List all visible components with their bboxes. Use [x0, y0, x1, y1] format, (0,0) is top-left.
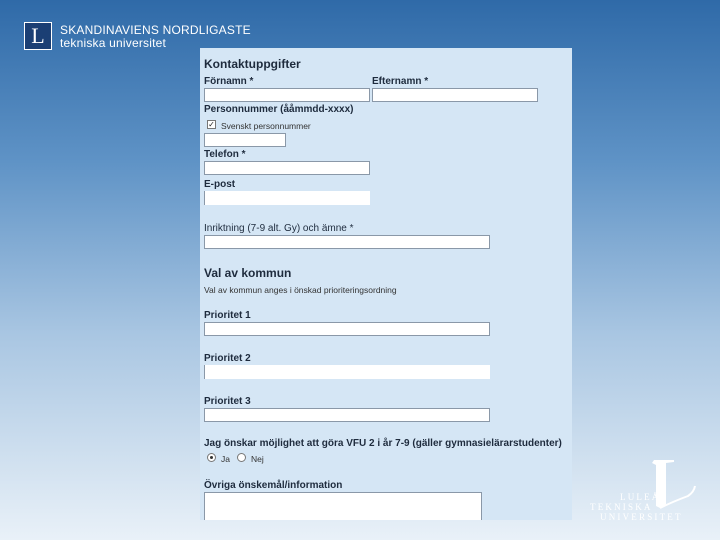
- priority-3-label: Prioritet 3: [204, 396, 251, 407]
- vfu-no-radio[interactable]: [237, 453, 246, 462]
- phone-label: Telefon *: [204, 149, 246, 160]
- brand-line-2: tekniska universitet: [60, 36, 167, 50]
- direction-label: Inriktning (7-9 alt. Gy) och ämne *: [204, 223, 354, 234]
- form-panel: [200, 48, 572, 520]
- personnummer-input[interactable]: [204, 133, 286, 147]
- ltu-corner-line-3: UNIVERSITET: [600, 512, 683, 522]
- ltu-corner-line-1: LULEÅ: [620, 492, 661, 502]
- email-label: E-post: [204, 179, 236, 190]
- priority-2-label: Prioritet 2: [204, 353, 251, 364]
- swedish-personnummer-label: Svenskt personnummer: [221, 121, 311, 131]
- brand-line-1: SKANDINAVIENS NORDLIGASTE: [60, 23, 251, 37]
- priority-1-input[interactable]: [204, 322, 490, 336]
- other-info-label: Övriga önskemål/information: [204, 480, 343, 491]
- ltu-logo: [24, 22, 52, 50]
- email-input[interactable]: [204, 191, 370, 205]
- municipality-section-title: Val av kommun: [204, 266, 292, 280]
- last-name-label: Efternamn *: [372, 76, 429, 87]
- vfu-no-label: Nej: [251, 454, 264, 464]
- brand-text: [60, 24, 251, 50]
- other-info-textarea[interactable]: [204, 492, 482, 520]
- direction-input[interactable]: [204, 235, 490, 249]
- first-name-label: Förnamn *: [204, 76, 254, 87]
- personnummer-label: Personnummer (ååmmdd-xxxx): [204, 104, 354, 115]
- last-name-input[interactable]: [372, 88, 538, 102]
- vfu-yes-label: Ja: [221, 454, 230, 464]
- municipality-hint: Val av kommun anges i önskad prioriteringsordning: [204, 285, 397, 295]
- logo-letter: L: [31, 23, 45, 48]
- vfu-yes-radio[interactable]: [207, 453, 216, 462]
- phone-input[interactable]: [204, 161, 370, 175]
- vfu-question: Jag önskar möjlighet att göra VFU 2 i år 7-9 (gäller gymnasielärarstudenter): [204, 438, 562, 449]
- contact-section-title: Kontaktuppgifter: [204, 57, 301, 71]
- swedish-personnummer-checkbox[interactable]: ✓: [208, 120, 215, 129]
- ltu-corner-line-2: TEKNISKA: [590, 502, 653, 512]
- priority-3-input[interactable]: [204, 408, 490, 422]
- priority-1-label: Prioritet 1: [204, 310, 251, 321]
- priority-2-input[interactable]: [204, 365, 490, 379]
- first-name-input[interactable]: [204, 88, 370, 102]
